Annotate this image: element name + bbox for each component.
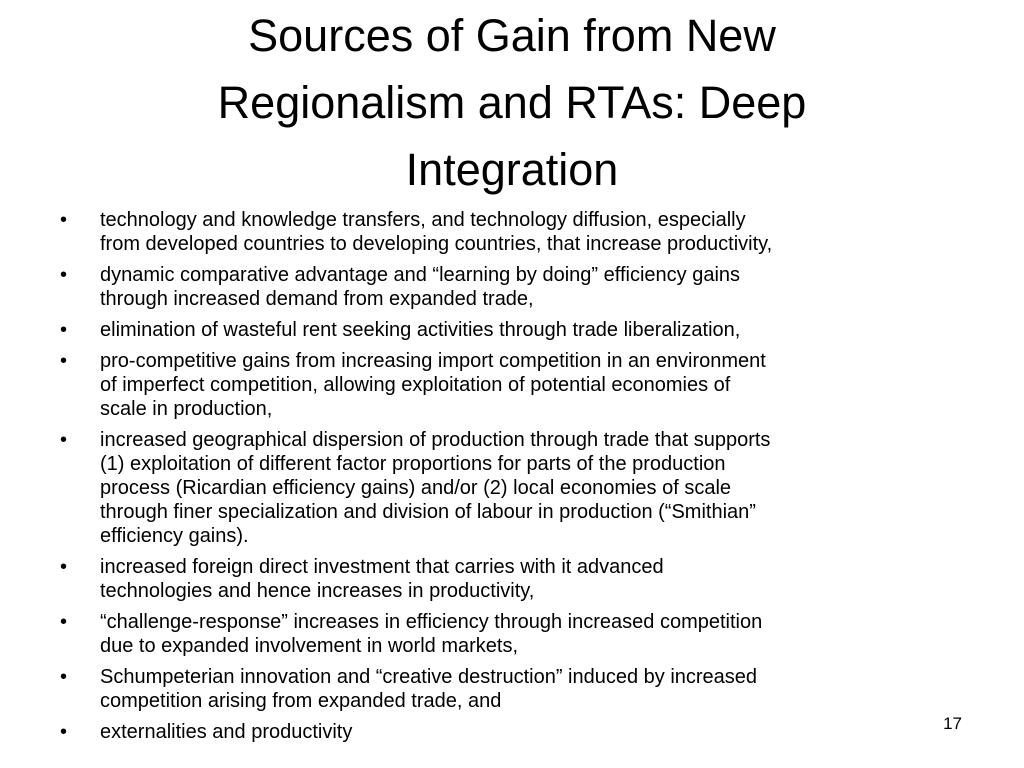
bullet-item	[0, 555, 1024, 603]
bullet-dot: •	[60, 429, 68, 451]
bullet-list	[0, 208, 1024, 751]
bullet-dot: •	[60, 350, 68, 372]
bullet-text: increased geographical dispersion of production through trade that supports (1) exploitation of different factor proportions for parts of the production process (Ricardian efficiency gains) and/or (2) local economies of scale through finer specialization and division of labour in production (“Smithian” efficiency gains).	[100, 429, 771, 547]
bullet-text: externalities and productivity	[100, 721, 353, 743]
page-number: 17	[943, 714, 962, 733]
bullet-dot: •	[60, 209, 68, 231]
bullet-text: pro-competitive gains from increasing import competition in an environment of imperfect competition, allowing exploitation of potential economies of scale in production,	[100, 350, 766, 420]
bullet-text: dynamic comparative advantage and “learning by doing” efficiency gains through increased demand from expanded trade,	[100, 264, 741, 310]
bullet-dot: •	[60, 319, 68, 341]
bullet-text: technology and knowledge transfers, and technology diffusion, especially from developed countries to developing countries, that increase productivity,	[100, 209, 773, 255]
bullet-item	[0, 263, 1024, 311]
bullet-item	[0, 208, 1024, 256]
bullet-dot: •	[60, 721, 68, 743]
bullet-item	[0, 349, 1024, 421]
bullet-text: “challenge-response” increases in efficiency through increased competition due to expanded involvement in world markets,	[100, 611, 763, 657]
bullet-item	[0, 318, 1024, 342]
bullet-item	[0, 610, 1024, 658]
bullet-item	[0, 665, 1024, 713]
slide-title: Sources of Gain from New Regionalism and RTAs: Deep Integration	[217, 10, 807, 195]
bullet-text: Schumpeterian innovation and “creative destruction” induced by increased competition arising from expanded trade, and	[100, 666, 758, 712]
bullet-text: increased foreign direct investment that carries with it advanced technologies and hence increases in productivity,	[100, 556, 664, 602]
bullet-dot: •	[60, 611, 68, 633]
bullet-text: elimination of wasteful rent seeking activities through trade liberalization,	[100, 319, 741, 341]
bullet-dot: •	[60, 556, 68, 578]
bullet-item	[0, 428, 1024, 548]
bullet-item	[0, 720, 1024, 744]
bullet-dot: •	[60, 666, 68, 688]
bullet-dot: •	[60, 264, 68, 286]
